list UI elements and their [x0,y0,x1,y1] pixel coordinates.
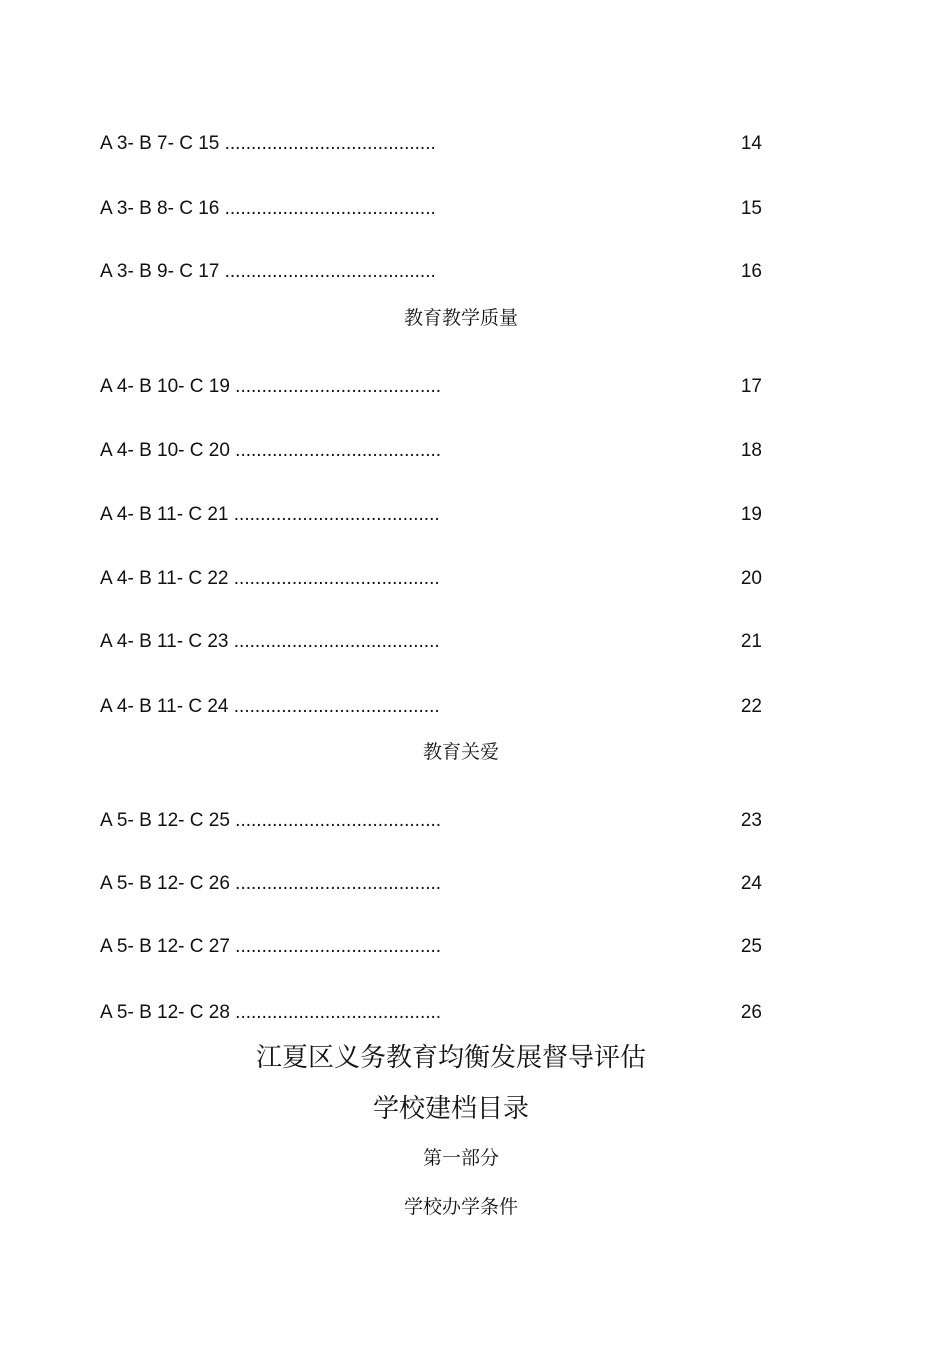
toc-entry-page: 22 [740,696,762,717]
toc-entry-page: 25 [740,936,762,957]
toc-entry-page: 20 [740,568,762,589]
toc-entry-page: 19 [740,504,762,525]
document-subtitle: 学校建档目录 [372,1094,529,1124]
toc-entry[interactable] [100,258,762,286]
toc-entry-code: A 4- B 11- C 24 ....................................... [100,696,440,717]
toc-entry-code: A 5- B 12- C 27 ....................................... [100,936,442,957]
toc-entry-code: A 4- B 10- C 20 ....................................... [100,440,442,461]
toc-entry[interactable] [100,565,762,593]
toc-entry[interactable] [100,933,762,961]
toc-entry-code: A 3- B 7- C 15 ........................................ [100,133,436,154]
toc-entry-page: 24 [740,873,762,894]
toc-entry-page: 16 [740,261,762,282]
toc-entry-code: A 4- B 10- C 19 ....................................... [100,376,442,397]
section-heading-quality: 教育教学质量 [403,307,518,329]
toc-entry[interactable] [100,693,762,721]
part-label: 第一部分 [422,1147,499,1169]
toc-entry-page: 15 [740,198,762,219]
toc-entry-page: 26 [740,1002,762,1023]
toc-entry-code: A 3- B 8- C 16 ........................................ [100,198,436,219]
toc-entry[interactable] [100,999,762,1027]
toc-entry-code: A 5- B 12- C 26 ....................................... [100,873,442,894]
toc-entry[interactable] [100,628,762,656]
toc-entry[interactable] [100,437,762,465]
toc-entry[interactable] [100,373,762,401]
toc-entry[interactable] [100,130,762,158]
toc-entry-page: 17 [740,376,762,397]
toc-entry[interactable] [100,501,762,529]
toc-entry-code: A 5- B 12- C 25 ....................................... [100,810,442,831]
toc-entry-code: A 4- B 11- C 21 ....................................... [100,504,440,525]
toc-entry[interactable] [100,807,762,835]
toc-entry-code: A 3- B 9- C 17 ........................................ [100,261,436,282]
toc-entry-page: 21 [740,631,762,652]
toc-entry-code: A 5- B 12- C 28 ....................................... [100,1002,442,1023]
toc-entry[interactable] [100,195,762,223]
toc-entry-page: 14 [740,133,762,154]
section-heading-care: 教育关爱 [422,741,499,763]
toc-entry-page: 23 [740,810,762,831]
toc-entry-code: A 4- B 11- C 22 ....................................... [100,568,440,589]
document-title: 江夏区义务教育均衡发展督导评估 [255,1043,646,1073]
toc-entry-page: 18 [740,440,762,461]
toc-entry[interactable] [100,870,762,898]
part-title: 学校办学条件 [403,1196,518,1218]
toc-entry-code: A 4- B 11- C 23 ....................................... [100,631,440,652]
